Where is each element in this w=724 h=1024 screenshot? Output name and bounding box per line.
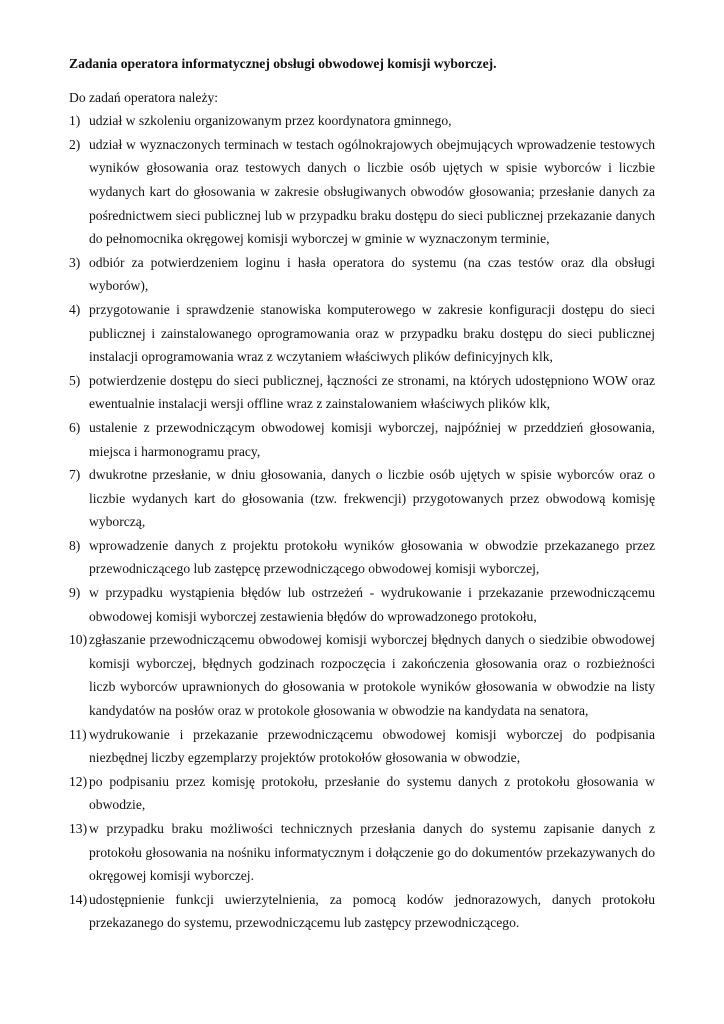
item-number: 3) (69, 254, 81, 270)
item-number: 6) (69, 419, 81, 435)
list-item (69, 628, 655, 722)
item-number: 4) (69, 301, 81, 317)
item-text: w przypadku braku możliwości technicznych przesłania danych do systemu zapisanie danych z protokołu głosowania na nośniku informatycznym i dołączenie go do dokumentów przekazywanych do okręgowej komisji wyborczej. (89, 821, 655, 884)
item-text: wprowadzenie danych z projektu protokołu wyników głosowania w obwodzie przekazanego przez przewodniczącego lub zastępcę przewodniczącego obwodowej komisji wyborczej, (89, 537, 655, 577)
item-text: potwierdzenie dostępu do sieci publicznej, łączności ze stronami, na których udostępniono WOW oraz ewentualnie instalacji wersji offline wraz z zainstalowaniem właściwych plików klk, (89, 372, 655, 412)
item-number: 12) (69, 773, 88, 789)
list-item (69, 723, 655, 770)
list-item (69, 534, 655, 581)
item-text: zgłaszanie przewodniczącemu obwodowej komisji wyborczej błędnych danych o siedzibie obwodowej komisji wyborczej, błędnych godzinach rozpoczęcia i zakończenia głosowania oraz o rozbieżności liczb wyborców uprawnionych do głosowania w protokole wyników głosowania w obwodzie na listy kandydatów na posłów oraz w protokole głosowania w obwodzie na kandydata na senatora, (89, 632, 655, 719)
item-number: 8) (69, 537, 81, 553)
document-body (69, 52, 655, 935)
item-text: wydrukowanie i przekazanie przewodniczącemu obwodowej komisji wyborczej do podpisania niezbędnej liczby egzemplarzy projektów protokołów głosowania w obwodzie, (89, 726, 655, 766)
intro-text: Do zadań operatora należy: (69, 89, 219, 105)
item-number: 7) (69, 467, 81, 483)
item-number: 11) (69, 726, 87, 742)
list-item (69, 416, 655, 463)
list-item (69, 369, 655, 416)
item-text: po podpisaniu przez komisję protokołu, przesłanie do systemu danych z protokołu głosowania w obwodzie, (89, 773, 655, 813)
list-item (69, 581, 655, 628)
item-number: 2) (69, 136, 81, 152)
item-text: udział w szkoleniu organizowanym przez koordynatora gminnego, (89, 113, 452, 129)
list-item (69, 770, 655, 817)
item-number: 5) (69, 372, 81, 388)
item-text: ustalenie z przewodniczącym obwodowej komisji wyborczej, najpóźniej w przeddzień głosowania, miejsca i harmonogramu pracy, (89, 419, 655, 459)
item-number: 14) (69, 891, 88, 907)
item-number: 10) (69, 632, 88, 648)
item-text: dwukrotne przesłanie, w dniu głosowania, danych o liczbie osób ujętych w spisie wyborców oraz o liczbie wydanych kart do głosowania (tzw. frekwencji) przygotowanych przez obwodową komisję wyborczą, (89, 467, 655, 530)
list-item (69, 298, 655, 369)
item-number: 1) (69, 113, 81, 129)
list-item (69, 463, 655, 534)
document-title: Zadania operatora informatycznej obsługi obwodowej komisji wyborczej. (69, 56, 497, 71)
item-text: w przypadku wystąpienia błędów lub ostrzeżeń - wydrukowanie i przekazanie przewodniczącemu obwodowej komisji wyborczej zestawienia błędów do wprowadzonego protokołu, (89, 585, 655, 624)
item-text: przygotowanie i sprawdzenie stanowiska komputerowego w zakresie konfiguracji dostępu do sieci publicznej i zainstalowanego oprogramowania oraz w przypadku braku dostępu do sieci publicznej instalacji oprogramowania wraz z wczytaniem właściwych plików definicyjnych klk, (89, 301, 655, 365)
list-item (69, 109, 655, 133)
item-text: udział w wyznaczonych terminach w testach ogólnokrajowych obejmujących wprowadzenie testowych wyników głosowania oraz testowych danych o liczbie osób ujętych w spisie wyborców i liczbie wydanych kart do głosowania w zakresie obsługiwanych obwodów głosowania; przesłanie danych za pośrednictwem sieci publicznej lub w przypadku braku dostępu do sieci publicznej przekazanie danych do pełnomocnika okręgowej komisji wyborczej w gminie w wyznaczonym terminie, (89, 136, 655, 247)
item-text: odbiór za potwierdzeniem loginu i hasła operatora do systemu (na czas testów oraz dla obsługi wyborów), (89, 254, 655, 294)
task-list (69, 109, 655, 935)
list-item (69, 133, 655, 251)
list-item (69, 888, 655, 935)
list-item (69, 251, 655, 298)
item-number: 13) (69, 821, 88, 836)
item-text: udostępnienie funkcji uwierzytelnienia, za pomocą kodów jednorazowych, danych protokołu przekazanego do systemu, przewodniczącemu lub zastępcy przewodniczącego. (89, 891, 655, 931)
list-item (69, 817, 655, 888)
item-number: 9) (69, 585, 81, 601)
